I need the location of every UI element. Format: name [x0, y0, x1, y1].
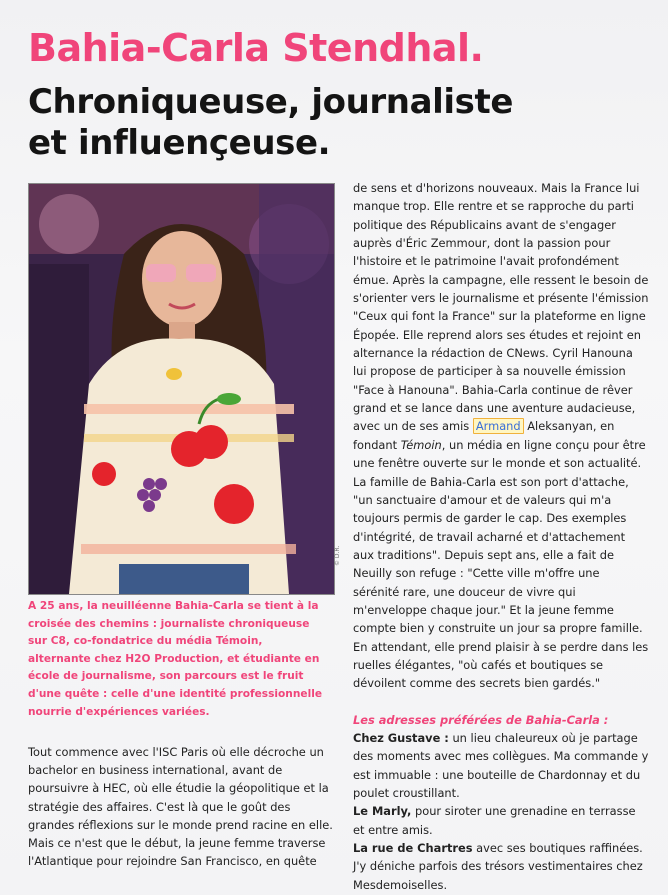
address-text-3: avec ses boutiques raffinées. J'y déniche parfois des trésors vestimentaires chez Mesdemoiselles. — [353, 841, 643, 892]
career-text-mid: Aleksanyan, en fondant — [353, 419, 615, 452]
body-right-column — [353, 179, 649, 894]
address-text-2: pour siroter une grenadine en terrasse et entre amis. — [353, 804, 636, 837]
career-text-start: de sens et d'horizons nouveaux. Mais la France lui manque trop. Elle rentre et se rapproche du parti politique des Républicains avant de s'engager auprès d'Éric Zemmour, dont la passion pour l'histoire et le patrimoine l'avait profondément émue. Après la campagne, elle ressent le besoin de s'orienter vers le journalisme et présente l'émission "Ceux qui font la France" sur la plateforme en ligne Épopée. Elle reprend alors ses études et rejoint en alternance la rédaction de CNews. Cyril Hanouna lui propose de participer à sa nouvelle émission "Face à Hanouna". Bahia-Carla continue de rêver grand et se lance dans une aventure audacieuse, avec un de ses amis — [353, 181, 649, 434]
address-item-2 — [353, 802, 649, 839]
address-item-3 — [353, 839, 649, 894]
address-name-3: La rue de Chartres — [353, 841, 473, 856]
subtitle-line-1: Chroniqueuse, journaliste — [28, 82, 513, 122]
family-paragraph: La famille de Bahia-Carla est son port d'attache, "un sanctuaire d'amour et de valeurs qui m'a toujours permis de garder le cap. Des exemples d'intégrité, de travail acharné et d'attachement aux traditions". Depuis sept ans, elle a fait de Neuilly son refuge : "Cette ville m'offre une sérénité rare, une douceur de vivre qui m'enveloppe chaque jour." Et la jeune femme compte bien y construite un jour sa propre famille. En attendant, elle prend plaisir à se perdre dans les ruelles élégantes, "où cafés et boutiques se dévoilent comme des secrets bien gardés." — [353, 474, 649, 691]
addresses-heading: Les adresses préférées de Bahia-Carla : — [353, 712, 609, 727]
photo-caption: A 25 ans, la neuilléenne Bahia-Carla se tient à la croisée des chemins : journaliste chroniqueuse sur C8, co-fondatrice du média Témoin, alternante chez H2O Production, et étudiante en école de journalisme, son parcours est le fruit d'une quête : celle d'une identité professionnelle nourrie d'expériences variées. — [28, 600, 323, 718]
career-paragraph — [353, 179, 649, 473]
body-left-column — [28, 743, 333, 870]
address-name-2: Le Marly, — [353, 804, 412, 819]
intro-paragraph: Tout commence avec l'ISC Paris où elle décroche un bachelor en business international, avant de poursuivre à HEC, où elle étudie la géopolitique et la stratégie des affaires. C'est là que le goût des grandes réflexions sur le monde prend racine en elle. Mais ce n'est que le début, la jeune femme traverse l'Atlantique pour rejoindre San Francisco, en quête — [28, 745, 333, 869]
article-subtitle — [28, 82, 513, 164]
career-text-end: , un média en ligne conçu pour être une fenêtre ouverte sur le monde et son actualité. — [353, 437, 646, 471]
portrait-photo — [28, 183, 335, 595]
photo-credit: © D.R. — [334, 545, 341, 566]
address-text-1: un lieu chaleureux où je partage des moments avec mes collègues. Ma commande y est immuable : une bouteille de Chardonnay et du poulet croustillant. — [353, 730, 649, 800]
portrait-illustration — [29, 184, 334, 594]
media-name: Témoin — [400, 437, 442, 452]
address-item-1 — [353, 729, 649, 802]
highlighted-word-link[interactable]: Armand — [473, 418, 524, 434]
article-name-title: Bahia-Carla Stendhal. — [28, 26, 484, 70]
address-name-1: Chez Gustave : — [353, 730, 449, 745]
subtitle-line-2: et influençeuse. — [28, 123, 331, 163]
